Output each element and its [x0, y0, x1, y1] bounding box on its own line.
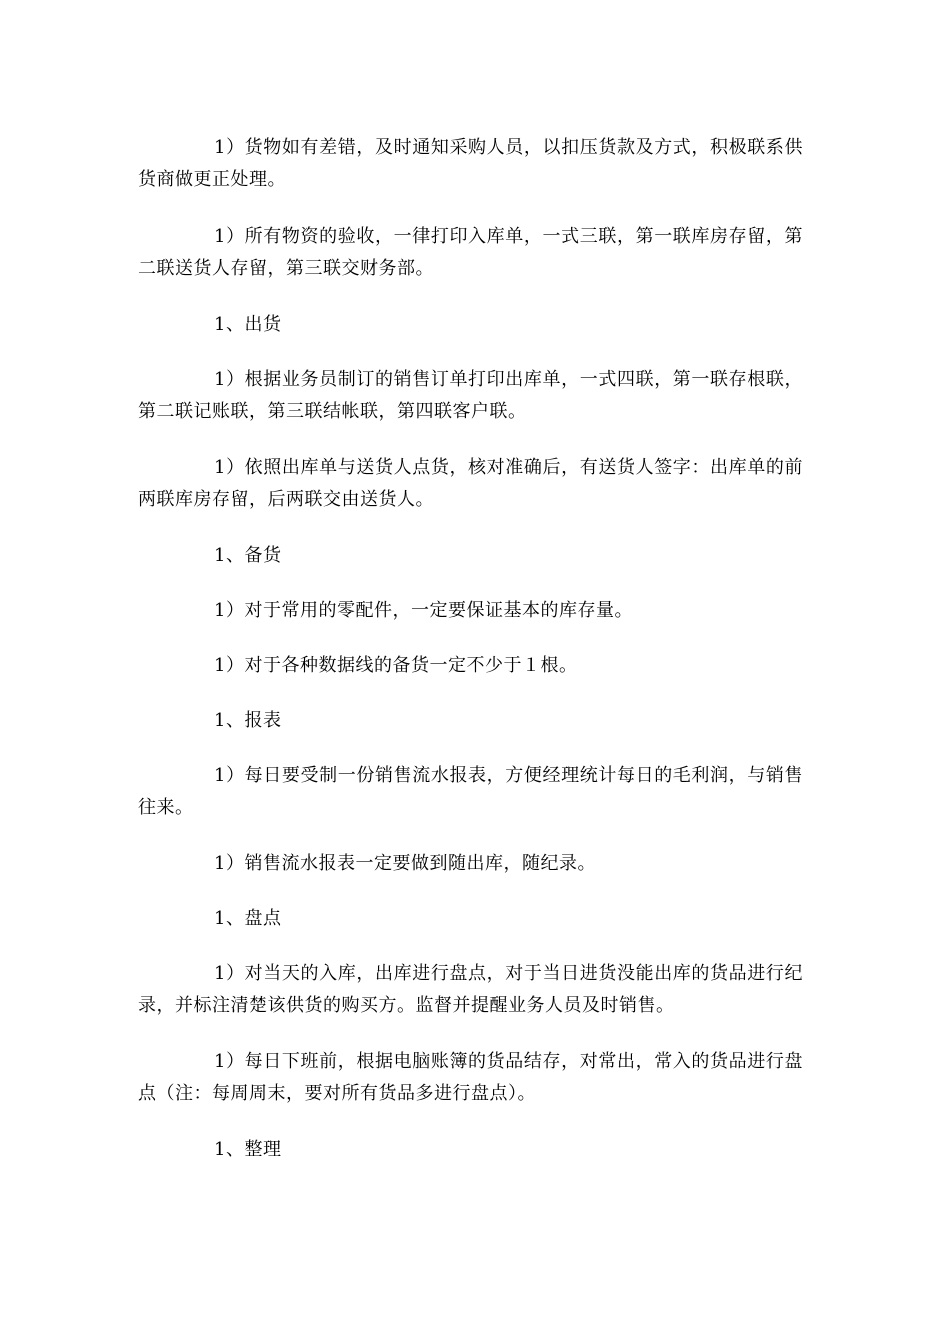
- section-heading-stocking: 1、备货: [214, 545, 282, 566]
- paragraph-outbound-slip: 1）根据业务员制订的销售订单打印出库单，一式四联，第一联存根联，第二联记账联，第三联结帐联，第四联客户联。: [138, 369, 803, 422]
- section-heading-inventory-check: 1、盘点: [214, 908, 282, 929]
- paragraph-delivery-check: 1）依照出库单与送货人点货，核对准确后，有送货人签字：出库单的前两联库房存留，后两联交由送货人。: [138, 457, 803, 510]
- section-heading-organizing: 1、整理: [214, 1139, 282, 1160]
- section-heading-shipping: 1、出货: [214, 314, 282, 335]
- paragraph-data-cables: 1）对于各种数据线的备货一定不少于１根。: [214, 655, 578, 676]
- paragraph-end-of-day-check: 1）每日下班前，根据电脑账簿的货品结存，对常出，常入的货品进行盘点（注：每周周末，要对所有货品多进行盘点）。: [138, 1051, 803, 1104]
- paragraph-receipt-slip: 1）所有物资的验收，一律打印入库单，一式三联，第一联库房存留，第二联送货人存留，第三联交财务部。: [138, 226, 803, 279]
- section-heading-reports: 1、报表: [214, 710, 282, 731]
- paragraph-daily-inventory: 1）对当天的入库，出库进行盘点，对于当日进货没能出库的货品进行纪录，并标注清楚该供货的购买方。监督并提醒业务人员及时销售。: [138, 963, 803, 1016]
- paragraph-report-timing: 1）销售流水报表一定要做到随出库，随纪录。: [214, 853, 596, 874]
- paragraph-daily-sales-report: 1）每日要受制一份销售流水报表，方便经理统计每日的毛利润，与销售往来。: [138, 765, 803, 818]
- paragraph-goods-discrepancy: 1）货物如有差错，及时通知采购人员，以扣压货款及方式，积极联系供货商做更正处理。: [138, 137, 803, 190]
- paragraph-spare-parts: 1）对于常用的零配件，一定要保证基本的库存量。: [214, 600, 633, 621]
